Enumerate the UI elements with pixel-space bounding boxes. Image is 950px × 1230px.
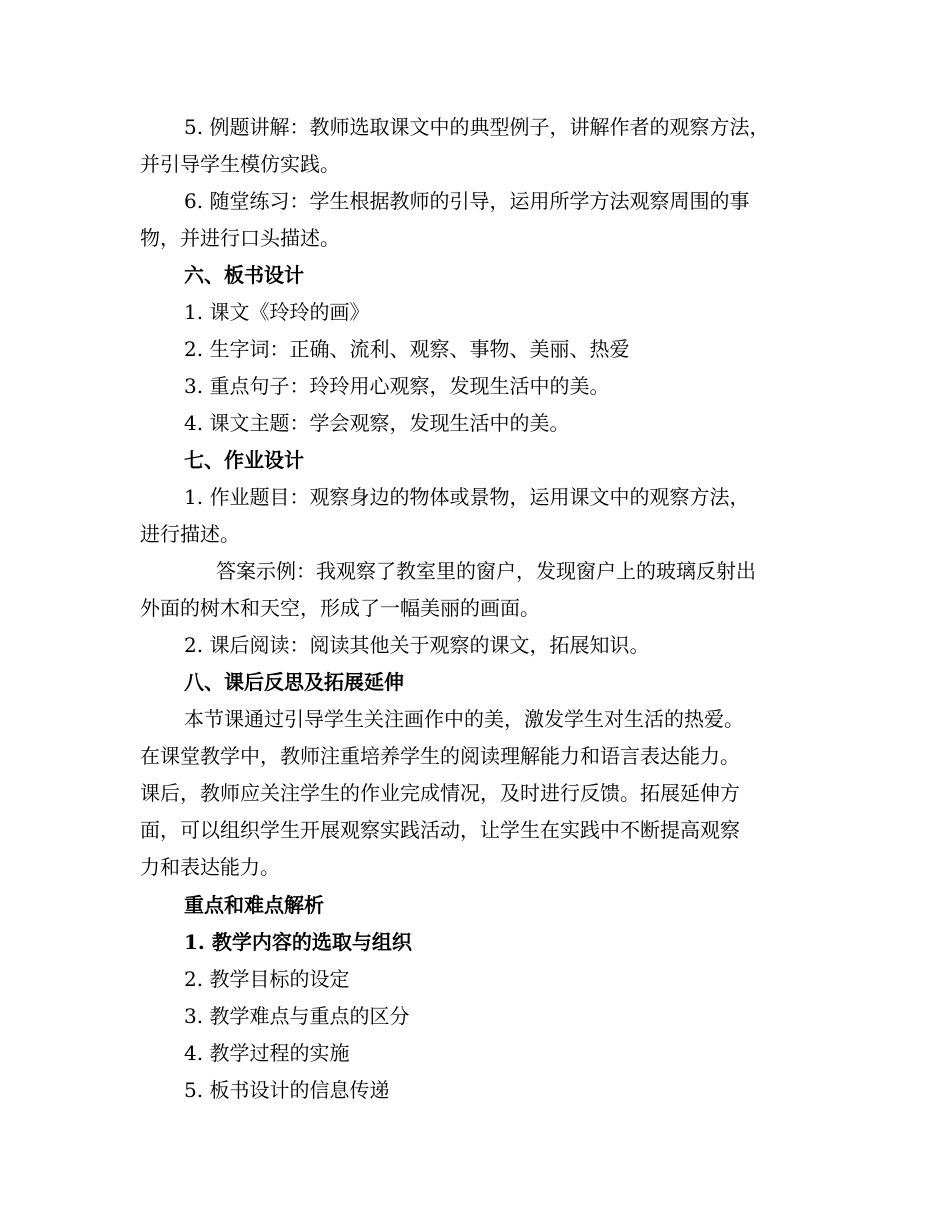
list-item: 4. 教学过程的实施 [184, 1041, 350, 1065]
list-item: 3. 重点句子：玲玲用心观察，发现生活中的美。 [184, 374, 610, 398]
list-item: 2. 生字词：正确、流利、观察、事物、美丽、热爱 [184, 337, 630, 361]
paragraph-line: 外面的树木和天空，形成了一幅美丽的画面。 [140, 596, 540, 620]
paragraph-line: 物，并进行口头描述。 [140, 226, 340, 250]
section-heading: 七、作业设计 [184, 448, 304, 472]
list-item: 2. 课后阅读：阅读其他关于观察的课文，拓展知识。 [184, 633, 650, 657]
paragraph-line: 力和表达能力。 [140, 855, 280, 879]
section-heading: 重点和难点解析 [184, 893, 324, 917]
paragraph-line: 在课堂教学中，教师注重培养学生的阅读理解能力和语言表达能力。 [140, 744, 740, 768]
paragraph-line: 进行描述。 [140, 522, 240, 546]
paragraph-line: 答案示例：我观察了教室里的窗户，发现窗户上的玻璃反射出 [216, 559, 756, 583]
list-item: 4. 课文主题：学会观察，发现生活中的美。 [184, 411, 570, 435]
paragraph-line: 面，可以组织学生开展观察实践活动，让学生在实践中不断提高观察 [140, 818, 740, 842]
paragraph-line: 5. 例题讲解：教师选取课文中的典型例子，讲解作者的观察方法， [184, 115, 770, 139]
list-item: 3. 教学难点与重点的区分 [184, 1004, 410, 1028]
list-item: 1. 教学内容的选取与组织 [184, 930, 412, 954]
list-item: 2. 教学目标的设定 [184, 967, 350, 991]
section-heading: 八、课后反思及拓展延伸 [184, 670, 404, 694]
paragraph-line: 课后，教师应关注学生的作业完成情况，及时进行反馈。拓展延伸方 [140, 781, 740, 805]
paragraph-line: 6. 随堂练习：学生根据教师的引导，运用所学方法观察周围的事 [184, 189, 750, 213]
list-item: 1. 作业题目：观察身边的物体或景物，运用课文中的观察方法， [184, 485, 750, 509]
list-item: 1. 课文《玲玲的画》 [184, 300, 370, 324]
paragraph-line: 并引导学生模仿实践。 [140, 152, 340, 176]
list-item: 5. 板书设计的信息传递 [184, 1078, 390, 1102]
section-heading: 六、板书设计 [184, 263, 304, 287]
paragraph-line: 本节课通过引导学生关注画作中的美，激发学生对生活的热爱。 [184, 707, 744, 731]
